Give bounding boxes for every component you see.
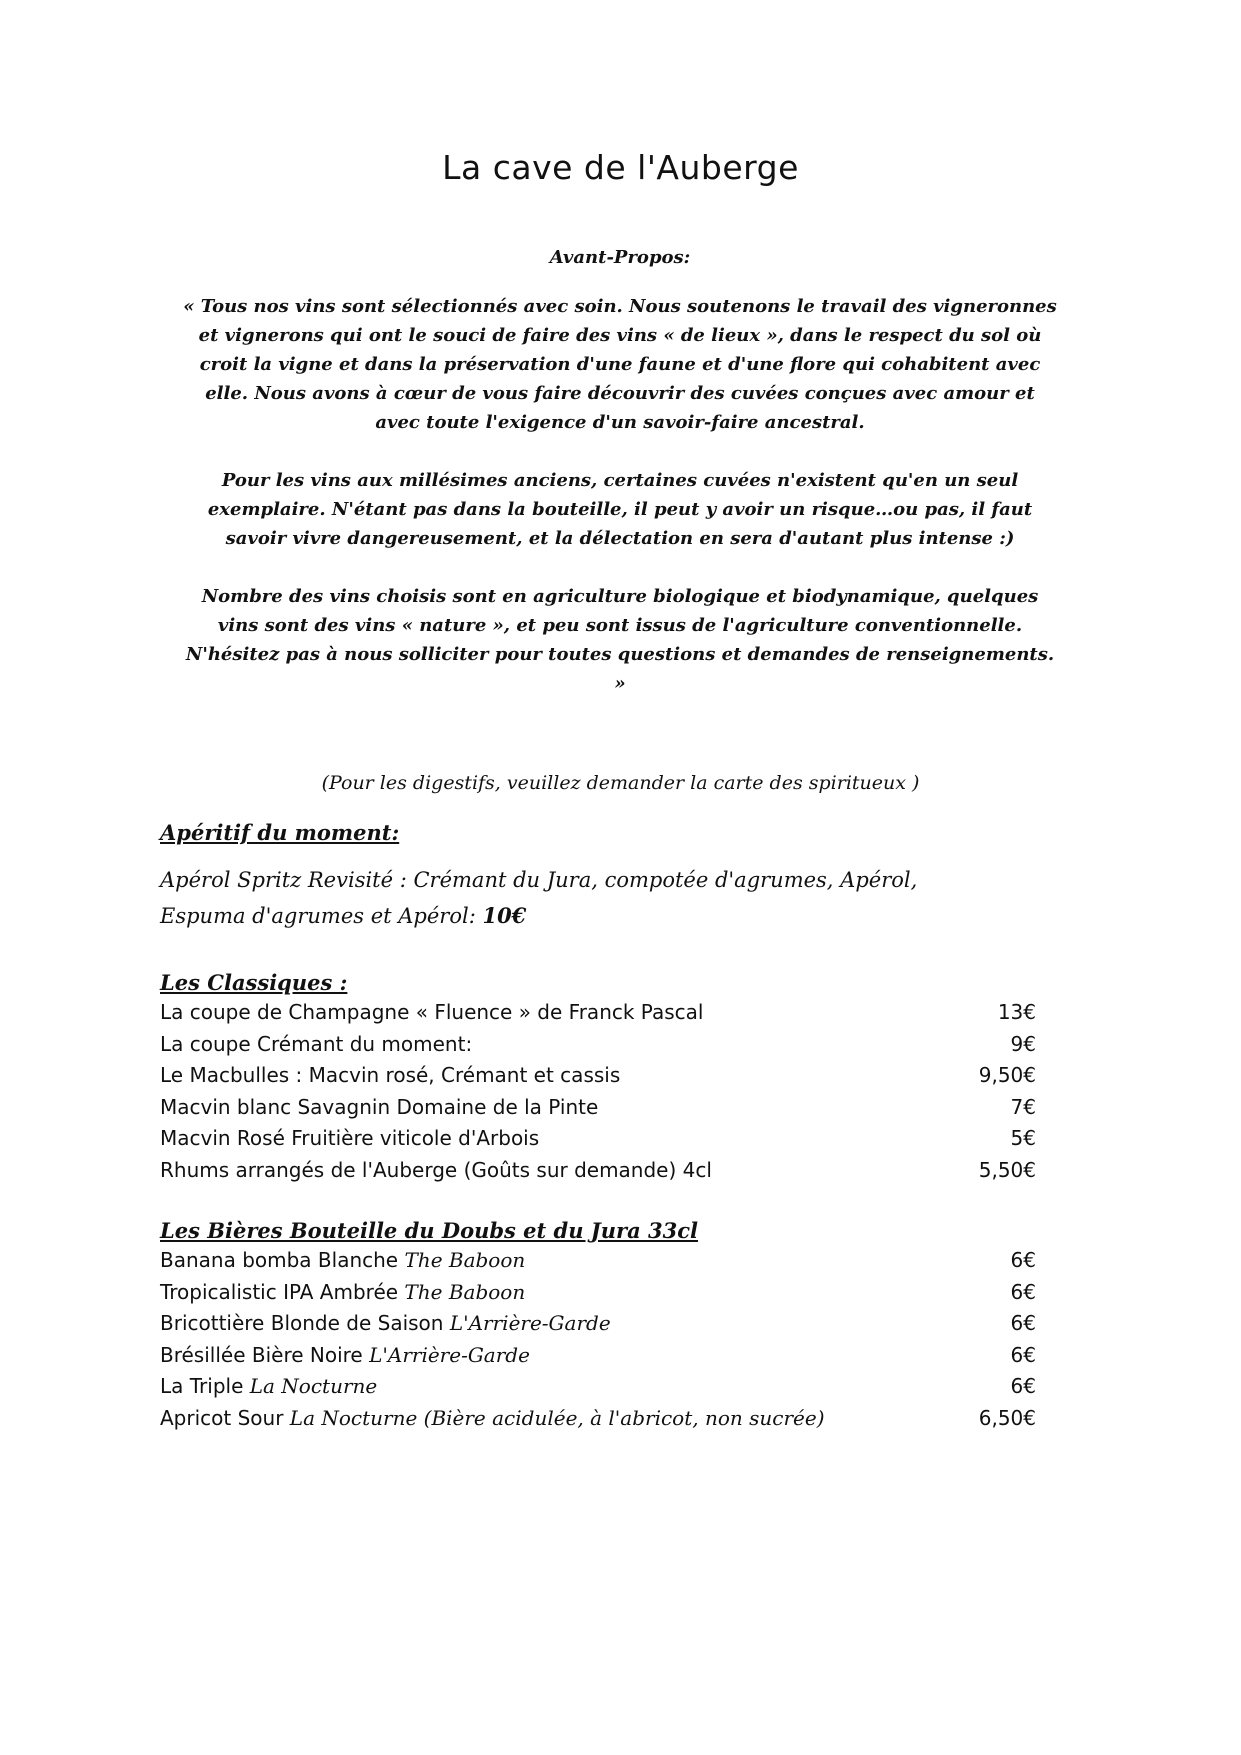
item-name: Macvin blanc Savagnin Domaine de la Pinte [160,1094,599,1119]
item-name: La coupe Crémant du moment: [160,1031,473,1056]
menu-item [160,1123,1036,1155]
item-price: 6€ [1010,1311,1036,1336]
foreword-paragraph: « Tous nos vins sont sélectionnés avec soin. Nous soutenons le travail des vigneronnes et vignerons qui ont le souci de faire des vins « de lieux », dans le respect du sol où croit la vigne et dans la préservation d'une faune et d'une flore qui cohabitent avec elle. Nous avons à cœur de vous faire découvrir des cuvées conçues avec amour et avec toute l'exigence d'un savoir-faire ancestral. [183,296,1057,433]
foreword-heading: Avant-Propos: [549,247,691,268]
item-price: 7€ [1010,1094,1036,1119]
item-price: 6€ [1010,1342,1036,1367]
item-name: Banana bomba Blanche [160,1248,405,1272]
item-name: Apricot Sour [160,1405,290,1430]
digestif-note: (Pour les digestifs, veuillez demander la carte des spiritueux ) [321,772,920,794]
foreword-paragraph: Nombre des vins choisis sont en agriculture biologique et biodynamique, quelques vins sont des vins « nature », et peu sont issus de l'agriculture conventionnelle. N'hésitez pas à nous solliciter pour toutes questions et demandes de renseignements. » [185,586,1055,694]
menu-item [160,1277,1036,1309]
item-brewery: The Baboon [404,1248,526,1272]
aperitif-title: Apéritif du moment: [160,820,400,845]
item-price: 13€ [997,1000,1036,1024]
item-name: La Triple [160,1374,250,1399]
menu-item [160,1340,1036,1372]
item-name: Brésillée Bière Noire [160,1342,370,1367]
item-name: Bricottière Blonde de Saison [160,1311,450,1336]
classiques-title: Les Classiques : [160,970,348,995]
item-name: Macvin Rosé Fruitière viticole d'Arbois [160,1126,540,1151]
item-brewery: L'Arrière-Garde [369,1342,530,1367]
menu-item [160,1155,1036,1187]
item-name: Le Macbulles : Macvin rosé, Crémant et cassis [160,1063,621,1088]
item-name: Tropicalistic IPA Ambrée [160,1279,405,1304]
foreword [180,247,1060,727]
aperitif-line: Apérol Spritz Revisité : Crémant du Jura, compotée d'agrumes, Apérol, [160,868,918,892]
menu-item [160,1245,1036,1277]
menu-item [160,1029,1036,1061]
aperitif-line: Espuma d'agrumes et Apérol: [160,904,483,928]
item-brewery: La Nocturne [249,1374,378,1399]
classiques-list [160,997,1036,1187]
item-brewery: La Nocturne (Bière acidulée, à l'abricot, non sucrée) [289,1405,825,1430]
aperitif-price: 10€ [482,903,527,928]
item-brewery: L'Arrière-Garde [449,1311,611,1336]
bieres-title: Les Bières Bouteille du Doubs et du Jura 33cl [160,1218,698,1243]
menu-item [160,1092,1036,1124]
page-title: La cave de l'Auberge [442,148,799,187]
item-price: 9€ [1010,1031,1036,1056]
item-price: 6€ [1010,1374,1036,1399]
item-price: 5€ [1010,1126,1036,1151]
item-price: 6€ [1010,1248,1036,1272]
item-brewery: The Baboon [404,1279,526,1304]
item-name: Rhums arrangés de l'Auberge (Goûts sur demande) 4cl [160,1157,712,1182]
menu-item [160,1308,1036,1340]
item-price: 5,50€ [978,1157,1036,1182]
foreword-paragraph: Pour les vins aux millésimes anciens, certaines cuvées n'existent qu'en un seul exemplaire. N'étant pas dans la bouteille, il peut y avoir un risque…ou pas, il faut savoir vivre dangereusement, et la délectation en sera d'autant plus intense :) [207,470,1033,549]
menu-item [160,1371,1036,1403]
item-price: 6€ [1010,1279,1036,1304]
item-price: 9,50€ [978,1063,1036,1088]
item-price: 6,50€ [978,1405,1036,1430]
menu-item [160,997,1036,1029]
menu-item [160,1060,1036,1092]
bieres-list [160,1245,1036,1435]
aperitif-description [160,862,940,934]
menu-item [160,1403,1036,1435]
item-name: La coupe de Champagne « Fluence » de Franck Pascal [160,1000,704,1024]
